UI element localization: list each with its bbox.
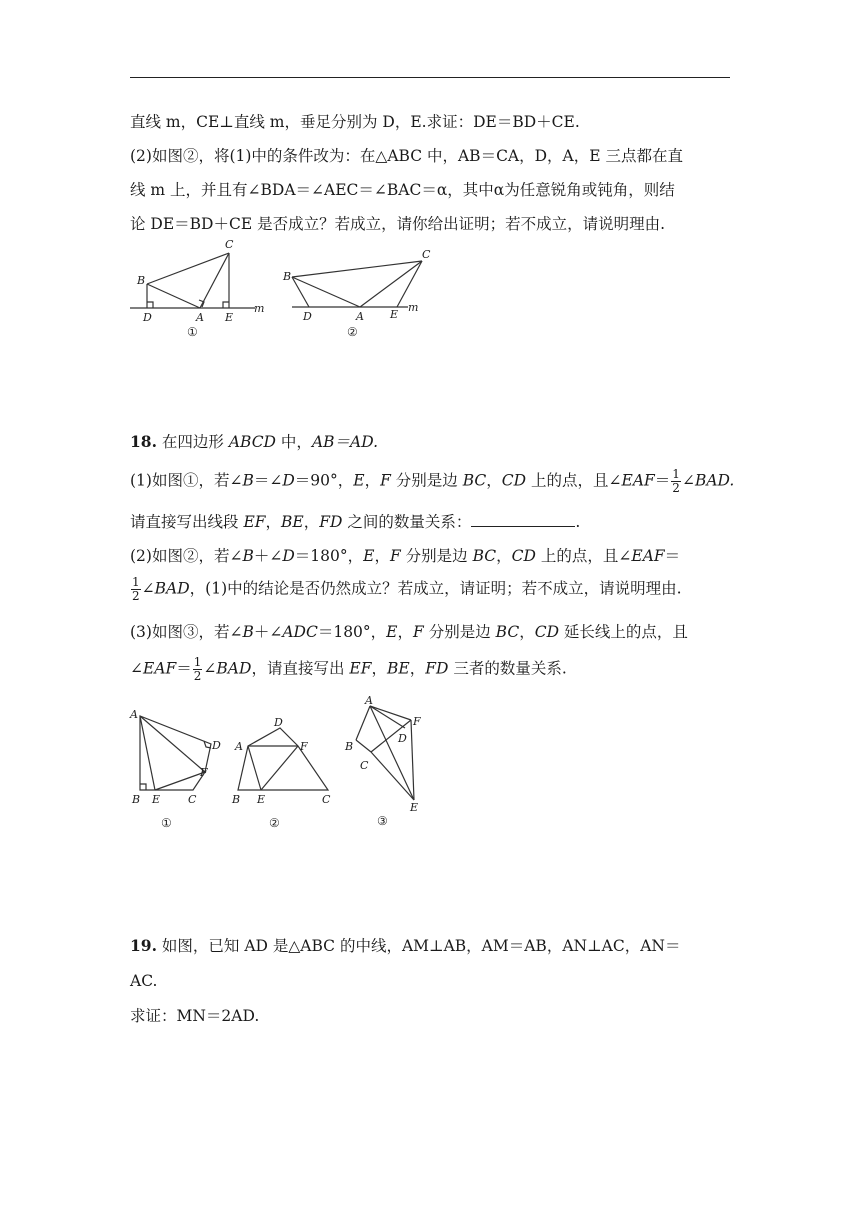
caption-3: ③ bbox=[377, 814, 388, 828]
p17-line-2: (2)如图②，将(1)中的条件改为：在△ABC 中，AB＝CA，D，A，E 三点都在直 bbox=[130, 147, 683, 165]
label-c: C bbox=[188, 793, 197, 806]
segment-ae bbox=[248, 746, 261, 790]
label-m: m bbox=[254, 302, 265, 315]
caption-1: ① bbox=[161, 816, 172, 830]
p17-line-4: 论 DE＝BD＋CE 是否成立？若成立，请你给出证明；若不成立，请说明理由. bbox=[130, 215, 666, 233]
segment-ef bbox=[155, 772, 205, 790]
label-c: C bbox=[322, 793, 331, 806]
right-angle-mark-e bbox=[223, 302, 229, 308]
label-a: A bbox=[196, 311, 204, 324]
segment-ab bbox=[356, 706, 370, 740]
p18-number: 18. bbox=[130, 432, 157, 451]
p17-line-1: 直线 m，CE⊥直线 m，垂足分别为 D，E.求证：DE＝BD＋CE. bbox=[130, 113, 580, 131]
label-f: F bbox=[300, 740, 308, 753]
label-e: E bbox=[225, 311, 234, 324]
right-angle-mark-b bbox=[140, 784, 146, 790]
label-e: E bbox=[257, 793, 266, 806]
label-b: B bbox=[345, 740, 354, 753]
label-f: F bbox=[200, 766, 208, 779]
label-c: C bbox=[225, 238, 234, 251]
p18-figure-2 bbox=[228, 712, 348, 832]
label-m: m bbox=[408, 301, 419, 314]
caption-2: ② bbox=[269, 816, 280, 830]
p18-part3-line2: ∠EAF＝ $\frac{1}{2}$ ∠BAD，请直接写出 EF，BE，FD 三者的数量关系. bbox=[130, 655, 567, 683]
segment-bc bbox=[147, 253, 229, 284]
p18-part1-line1: (1)如图①，若∠B＝∠D＝90°，E，F 分别是边 BC，CD 上的点，且∠EAF＝ $\frac{1}{2}$ ∠BAD. bbox=[130, 467, 735, 495]
segment-ef bbox=[261, 746, 298, 790]
segment-ca bbox=[200, 253, 229, 308]
fraction-half: $\frac{1}{2}$ bbox=[672, 467, 680, 495]
p17-figure-2 bbox=[280, 246, 430, 346]
p19-line-1: 19. 如图，已知 AD 是△ABC 的中线，AM⊥AB，AM＝AB，AN⊥AC，AN＝ bbox=[130, 936, 681, 955]
p18-part1-line2: 请直接写出线段 EF，BE，FD 之间的数量关系： . bbox=[130, 513, 581, 531]
label-d: D bbox=[143, 311, 152, 324]
p19-line-3: 求证：MN＝2AD. bbox=[130, 1007, 260, 1025]
p18-part3-line1: (3)如图③，若∠B＋∠ADC＝180°，E，F 分别是边 BC，CD 延长线上的点，且 bbox=[130, 623, 688, 641]
segment-fe bbox=[411, 720, 414, 800]
label-d: D bbox=[398, 732, 407, 745]
p18-part2-line1: (2)如图②，若∠B＋∠D＝180°，E，F 分别是边 BC，CD 上的点，且∠EAF＝ bbox=[130, 547, 681, 565]
p19-number: 19. bbox=[130, 936, 157, 955]
p18-figure-3 bbox=[338, 694, 438, 834]
answer-blank[interactable] bbox=[471, 512, 575, 527]
label-e: E bbox=[152, 793, 161, 806]
label-f: F bbox=[413, 715, 421, 728]
label-c: C bbox=[422, 248, 431, 261]
label-a: A bbox=[356, 310, 364, 323]
label-b: B bbox=[137, 274, 146, 287]
segment-bd bbox=[292, 277, 309, 307]
segment-bc bbox=[356, 740, 371, 752]
segment-bc bbox=[292, 261, 422, 277]
label-b: B bbox=[132, 793, 141, 806]
caption-2: ② bbox=[347, 325, 358, 339]
p18-stem: 18. 在四边形 ABCD 中，AB＝AD. bbox=[130, 432, 379, 451]
label-d: D bbox=[303, 310, 312, 323]
p17-figure-1 bbox=[128, 236, 268, 346]
header-rule bbox=[130, 77, 730, 78]
fraction-half: $\frac{1}{2}$ bbox=[193, 655, 202, 683]
label-e: E bbox=[390, 308, 399, 321]
segment-ce bbox=[371, 752, 414, 800]
p19-line-2: AC. bbox=[130, 972, 158, 990]
fraction-half: $\frac{1}{2}$ bbox=[132, 575, 140, 603]
label-a: A bbox=[365, 694, 373, 707]
right-angle-mark-d bbox=[147, 302, 153, 308]
label-e: E bbox=[410, 801, 419, 814]
label-b: B bbox=[283, 270, 292, 283]
label-a: A bbox=[130, 708, 138, 721]
p18-figure-1 bbox=[128, 704, 228, 834]
segment-ba bbox=[292, 277, 360, 307]
p18-part2-line2: $\frac{1}{2}$ ∠BAD，(1)中的结论是否仍然成立？若成立，请证明；若不成立，请说明理由. bbox=[132, 575, 682, 603]
label-c: C bbox=[360, 759, 369, 772]
segment-ba bbox=[147, 284, 200, 308]
label-d: D bbox=[274, 716, 283, 729]
label-d: D bbox=[212, 739, 221, 752]
label-b: B bbox=[232, 793, 241, 806]
p17-line-3: 线 m 上，并且有∠BDA＝∠AEC＝∠BAC＝α，其中α为任意锐角或钝角，则结 bbox=[130, 181, 675, 199]
caption-1: ① bbox=[187, 325, 198, 339]
label-a: A bbox=[235, 740, 243, 753]
